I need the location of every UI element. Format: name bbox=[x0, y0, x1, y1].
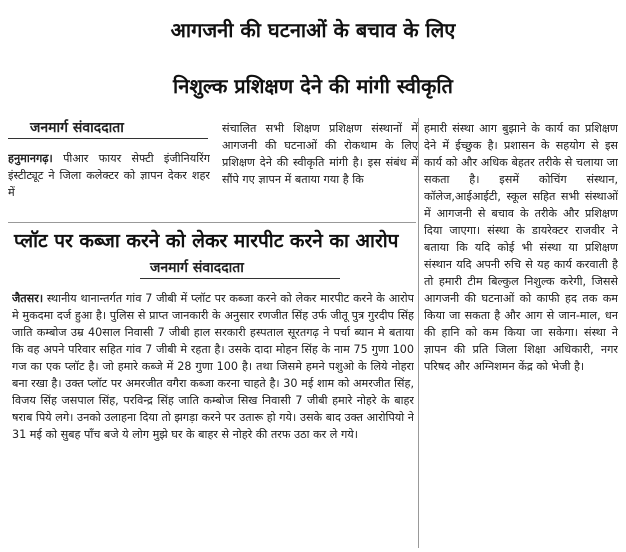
story1-column1 bbox=[8, 150, 210, 204]
story1-col1-text: पीआर फायर सेफ्टी इंजीनियरिंग इंस्टीट्यूट ने जिला कलेक्टर को ज्ञापन देकर शहर में bbox=[8, 152, 210, 199]
story2-byline-rule bbox=[140, 278, 340, 279]
story2-body bbox=[12, 290, 414, 548]
story-separator bbox=[8, 222, 416, 223]
story1-byline: जनमार्ग संवाददाता bbox=[30, 120, 124, 136]
story2-headline: प्लॉट पर कब्जा करने को लेकर मारपीट करने का आरोप bbox=[14, 230, 399, 252]
column-divider bbox=[418, 118, 419, 548]
story2-byline: जनमार्ग संवाददाता bbox=[150, 260, 244, 276]
byline-rule bbox=[8, 138, 208, 139]
story1-dateline: हनुमानगढ़। bbox=[8, 152, 53, 165]
story2-dateline: जैतसर। bbox=[12, 292, 44, 305]
main-headline-line1: आगजनी की घटनाओं के बचाव के लिए bbox=[170, 18, 456, 42]
story1-col3-text: हमारी संस्था आग बुझाने के कार्य का प्रशिक्षण देने में ईच्छुक है। प्रशासन के सहयोग से इस कार्य को और अधिक बेहतर तरीके से चलाया जा सकता है। इसमें कोचिंग संस्थान, कॉलेज,आईआईटी, स्कूल सहित सभी संस्थाओं में आगजनी से बचाव के तरीके और प्रशिक्षण दिया जाएगा। संस्था के डायरेक्टर राजवीर ने बताया कि यदि कोई भी संस्था या प्रशिक्षण संस्थान यदि अपनी रुचि से यह कार्य करवाती है तो हमारी टीम बिल्कुल निशुल्क करेगी, जिससे आगजनी की घटनाओं को काफी हद तक कम किया जा सकता है और आग से जान-माल, धन की हानि को कम किया जा सकेगा। संस्था ने ज्ञापन की प्रति जिला शिक्षा अधिकारी, नगर परिषद और अग्निशमन केंद्र को भेजी है। bbox=[424, 122, 618, 373]
story1-column3 bbox=[424, 120, 618, 550]
story1-col2-text: संचालित सभी शिक्षण प्रशिक्षण संस्थानों में आगजनी की घटनाओं की रोकथाम के लिए प्रशिक्षण देने की स्वीकृति मांगी है। इस संबंध में सौंपे गए ज्ञापन में बताया गया है कि bbox=[222, 122, 418, 186]
story2-text: स्थानीय थानान्तर्गत गांव 7 जीबी में प्लॉट पर कब्जा करने को लेकर मारपीट करने के आरोप मे मुकदमा दर्ज हुआ है। पुलिस से प्राप्त जानकारी के अनुसार रणजीत सिंह उर्फ जीतू पुत्र गुरदीप सिंह जाति कम्बोज उम्र 40साल निवासी 7 जीबी हाल सरकारी हस्पताल सूरतगढ़ ने पर्चा ब्यान मे बताया कि वह अपने परिवार सहित गांव 7 जीबी मे रहता है। उसके दादा मोहन सिंह के नाम 75 गुणा 100 गज का एक प्लॉट है। जो हमारे कब्जे में 28 गुणा 100 है। तथा जिसमे हमने पशुओ के लिये नोहरा बना रखा है। उक्त प्लॉट पर अमरजीत वगैरा कब्जा करना चाहते है। 30 मई शाम को अमरजीत सिंह, विजय सिंह जसपाल सिंह, परविन्द्र सिंह जाति कम्बोज सिख निवासी 7 जीबी हमारे नोहरे के बाहर षराब पिये लगे। उनको उलाहना दिया तो झगड़ा करने पर उतारू हो गये। उसके बाद उक्त आरोपियो ने 31 मई को सुबह पाँच बजे ये लोग मुझे घर के बाहर से नोहरे की तरफ उठा कर ले गये। bbox=[12, 292, 414, 441]
main-headline-line2: निशुल्क प्रशिक्षण देने की मांगी स्वीकृति bbox=[173, 74, 453, 98]
story1-column2 bbox=[222, 120, 418, 220]
